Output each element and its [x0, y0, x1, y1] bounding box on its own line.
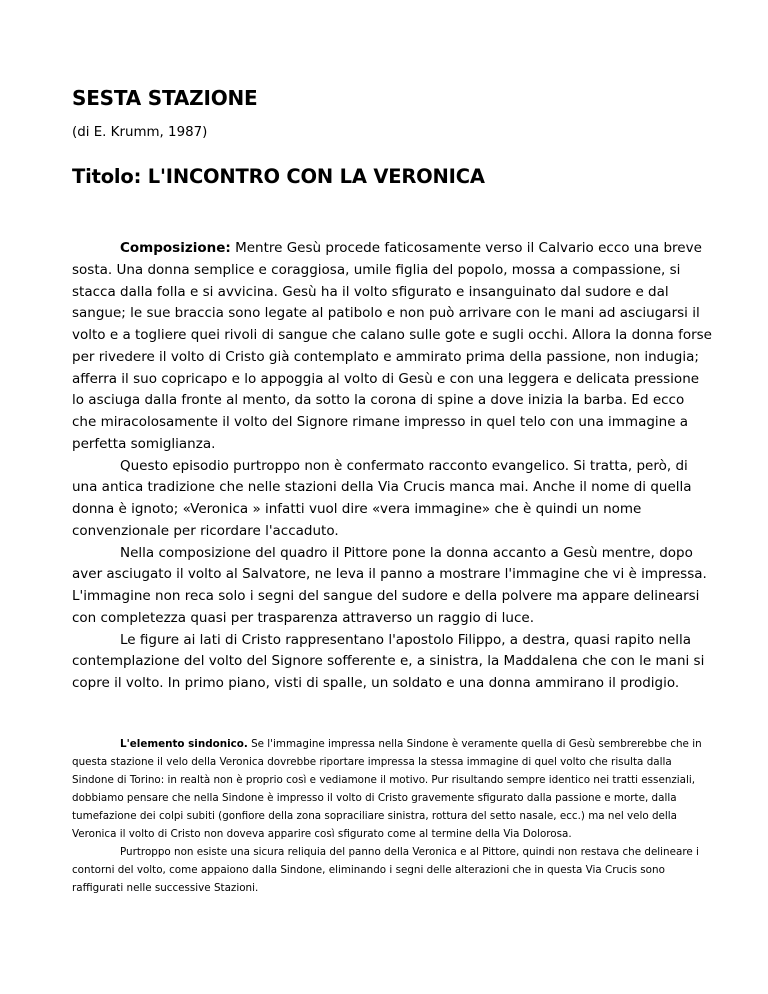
composizione-text: Mentre Gesù procede faticosamente verso il Calvario ecco una breve sosta. Una donna semplice e coraggiosa, umile figlia del popolo, mossa a compassione, si stacca dalla folla e si avvicina. Gesù ha il volto sfigurato e insanguinato dal sudore e dal sangue; le sue braccia sono legate al patibolo e non può arrivare con le mani ad asciugarsi il volto e a togliere quei rivoli di sangue che calano sulle gote e sugli occhi. Allora la donna forse per rivedere il volto di Cristo già contemplato e ammirato prima della passione, non indugia; afferra il suo copricapo e lo appoggia al volto di Gesù e con una leggera e delicata pressione lo asciuga dalla fronte al mento, da sotto la corona di spine a dove inizia la barba. Ed ecco che miracolosamente il volto del Signore rimane impresso in quel telo con una immagine a perfetta somiglianza. [72, 240, 712, 452]
body-paragraph: Nella composizione del quadro il Pittore pone la donna accanto a Gesù mentre, dopo aver asciugato il volto al Salvatore, ne leva il panno a mostrare l'immagine che vi è impressa. L'immagine non reca solo i segni del sangue del sudore e della polvere ma appare delinearsi con completezza quasi per trasparenza attraverso un raggio di luce. [72, 544, 707, 626]
body-paragraph: Questo episodio purtroppo non è confermato racconto evangelico. Si tratta, però, di una antica tradizione che nelle stazioni della Via Crucis manca mai. Anche il nome di quella donna è ignoto; «Veronica » infatti vuol dire «vera immagine» che è quindi un nome convenzionale per ricordare l'accaduto. [72, 457, 692, 539]
composizione-paragraph [72, 238, 712, 456]
elemento-paragraph [72, 735, 712, 843]
elemento-text: Se l'immagine impressa nella Sindone è veramente quella di Gesù sembrerebbe che in questa stazione il velo della Veronica dovrebbe riportare impressa la stessa immagine di quel volto che risulta dalla Sindone di Torino: in realtà non è proprio così e vediamone il motivo. Pur risultando sempre identico nei tratti essenziali, dobbiamo pensare che nella Sindone è impresso il volto di Cristo gravemente sfigurato dalla passione e morte, dalla tumefazione dei colpi subiti (gonfiore della zona sopraciliare sinistra, rottura del setto nasale, ecc.) ma nel velo della Veronica il volto di Cristo non doveva apparire così sfigurato come al termine della Via Dolorosa. [72, 738, 702, 840]
sindonic-note [72, 735, 712, 897]
final-paragraph: Purtroppo non esiste una sicura reliquia del panno della Veronica e al Pittore, quindi non restava che delineare i contorni del volto, come appaiono dalla Sindone, eliminando i segni delle alterazioni che in questa Via Crucis sono raffigurati nelle successive Stazioni. [72, 846, 699, 894]
author-line: (di E. Krumm, 1987) [72, 125, 208, 140]
elemento-label: L'elemento sindonico. [120, 738, 248, 750]
body-paragraph: Le figure ai lati di Cristo rappresentano l'apostolo Filippo, a destra, quasi rapito nella contemplazione del volto del Signore sofferente e, a sinistra, la Maddalena che con le mani si copre il volto. In primo piano, visti di spalle, un soldato e una donna ammirano il prodigio. [72, 631, 705, 691]
composizione-label: Composizione: [120, 240, 231, 256]
station-heading: SESTA STAZIONE [72, 86, 258, 110]
page-title: Titolo: L'INCONTRO CON LA VERONICA [72, 165, 485, 188]
main-body [72, 238, 712, 695]
